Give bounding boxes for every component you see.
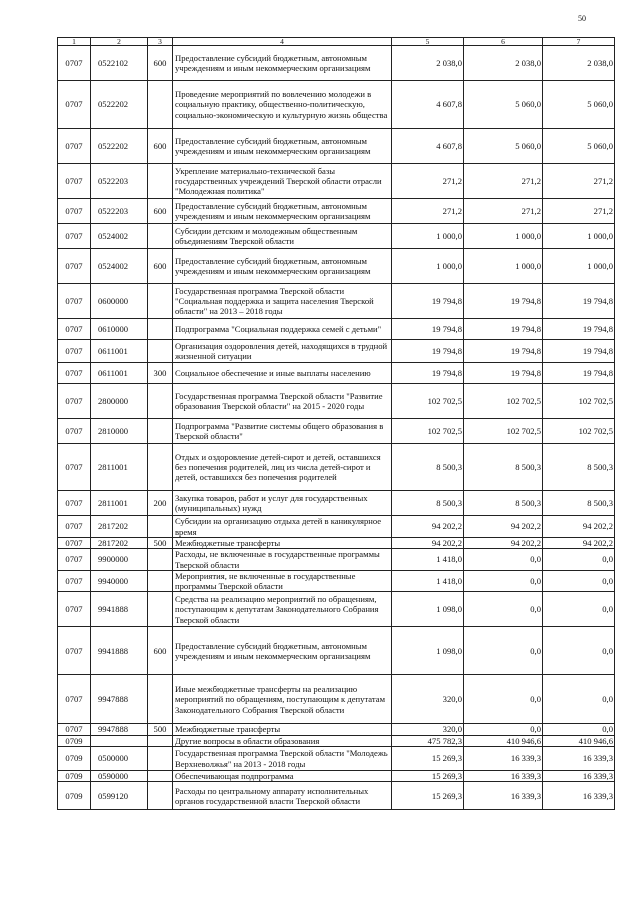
section-code-cell: 0707: [58, 224, 91, 249]
section-code-cell: 0707: [58, 81, 91, 129]
section-code-cell: 0709: [58, 771, 91, 782]
amount-2015-cell: 271,2: [392, 199, 464, 224]
section-code-cell: 0707: [58, 627, 91, 675]
table-row: [58, 284, 615, 319]
amount-2017-cell: 94 202,2: [543, 516, 615, 538]
section-code-cell: 0707: [58, 724, 91, 735]
section-code-cell: 0707: [58, 675, 91, 724]
section-code-cell: 0707: [58, 164, 91, 199]
description-cell: Субсидии детским и молодежным общественным объединениям Тверской области: [173, 224, 392, 249]
target-code-cell: 2811001: [91, 444, 148, 491]
target-code-cell: 0522202: [91, 129, 148, 164]
table-row: [58, 319, 615, 340]
amount-2017-cell: 0,0: [543, 724, 615, 735]
description-cell: Предоставление субсидий бюджетным, автономным учреждениям и иным некоммерческим организациям: [173, 46, 392, 81]
amount-2016-cell: 94 202,2: [464, 538, 543, 549]
table-row: [58, 46, 615, 81]
target-code-cell: 0524002: [91, 224, 148, 249]
amount-2016-cell: 94 202,2: [464, 516, 543, 538]
amount-2017-cell: 102 702,5: [543, 384, 615, 419]
amount-2017-cell: 8 500,3: [543, 444, 615, 491]
amount-2017-cell: 16 339,3: [543, 747, 615, 771]
header-cell: 6: [464, 38, 543, 46]
amount-2016-cell: 271,2: [464, 164, 543, 199]
target-code-cell: 2817202: [91, 516, 148, 538]
expense-type-cell: [148, 319, 173, 340]
amount-2016-cell: 2 038,0: [464, 46, 543, 81]
section-code-cell: 0707: [58, 284, 91, 319]
amount-2015-cell: 1 098,0: [392, 592, 464, 627]
amount-2015-cell: 1 000,0: [392, 224, 464, 249]
expense-type-cell: 600: [148, 199, 173, 224]
expense-type-cell: [148, 771, 173, 782]
table-row: [58, 129, 615, 164]
amount-2015-cell: 102 702,5: [392, 384, 464, 419]
table-row: [58, 782, 615, 810]
description-cell: Предоставление субсидий бюджетным, автономным учреждениям и иным некоммерческим организациям: [173, 199, 392, 224]
section-code-cell: 0709: [58, 782, 91, 810]
header-row: [58, 38, 615, 46]
description-cell: Отдых и оздоровление детей-сирот и детей, оставшихся без попечения родителей, лиц из числа детей-сирот и детей, оставшихся без попечения родителей: [173, 444, 392, 491]
table-row: [58, 491, 615, 516]
description-cell: Предоставление субсидий бюджетным, автономным учреждениям и иным некоммерческим организациям: [173, 129, 392, 164]
table-row: [58, 384, 615, 419]
header-cell: 2: [91, 38, 148, 46]
expense-type-cell: [148, 675, 173, 724]
amount-2016-cell: 102 702,5: [464, 419, 543, 444]
section-code-cell: 0707: [58, 199, 91, 224]
amount-2015-cell: 1 098,0: [392, 627, 464, 675]
amount-2015-cell: 19 794,8: [392, 363, 464, 384]
target-code-cell: 9941888: [91, 592, 148, 627]
expense-type-cell: 500: [148, 724, 173, 735]
section-code-cell: 0707: [58, 570, 91, 592]
amount-2015-cell: 94 202,2: [392, 538, 464, 549]
target-code-cell: 9947888: [91, 675, 148, 724]
table-row: [58, 363, 615, 384]
amount-2015-cell: 19 794,8: [392, 284, 464, 319]
description-cell: Подпрограмма "Социальная поддержка семей с детьми": [173, 319, 392, 340]
table-row: [58, 735, 615, 746]
amount-2016-cell: 0,0: [464, 724, 543, 735]
expense-type-cell: [148, 549, 173, 571]
amount-2017-cell: 0,0: [543, 627, 615, 675]
amount-2015-cell: 94 202,2: [392, 516, 464, 538]
section-code-cell: 0709: [58, 747, 91, 771]
description-cell: Подпрограмма "Развитие системы общего образования в Тверской области": [173, 419, 392, 444]
target-code-cell: 2817202: [91, 538, 148, 549]
amount-2017-cell: 8 500,3: [543, 491, 615, 516]
expense-type-cell: 600: [148, 46, 173, 81]
description-cell: Государственная программа Тверской области "Развитие образования Тверской области" на 2015 - 2020 годы: [173, 384, 392, 419]
section-code-cell: 0709: [58, 735, 91, 746]
amount-2016-cell: 19 794,8: [464, 340, 543, 363]
target-code-cell: 0600000: [91, 284, 148, 319]
table-row: [58, 340, 615, 363]
expense-type-cell: [148, 782, 173, 810]
description-cell: Межбюджетные трансферты: [173, 538, 392, 549]
section-code-cell: 0707: [58, 384, 91, 419]
expense-type-cell: [148, 592, 173, 627]
expense-type-cell: [148, 516, 173, 538]
amount-2016-cell: 16 339,3: [464, 747, 543, 771]
amount-2016-cell: 16 339,3: [464, 782, 543, 810]
amount-2017-cell: 0,0: [543, 592, 615, 627]
target-code-cell: 0522202: [91, 81, 148, 129]
expense-type-cell: [148, 340, 173, 363]
table-row: [58, 771, 615, 782]
header-cell: 7: [543, 38, 615, 46]
target-code-cell: 2811001: [91, 491, 148, 516]
amount-2016-cell: 5 060,0: [464, 81, 543, 129]
amount-2017-cell: 1 000,0: [543, 224, 615, 249]
amount-2015-cell: 15 269,3: [392, 747, 464, 771]
amount-2017-cell: 19 794,8: [543, 284, 615, 319]
section-code-cell: 0707: [58, 516, 91, 538]
expense-type-cell: 200: [148, 491, 173, 516]
amount-2017-cell: 5 060,0: [543, 81, 615, 129]
section-code-cell: 0707: [58, 249, 91, 284]
table-row: [58, 570, 615, 592]
amount-2016-cell: 19 794,8: [464, 363, 543, 384]
amount-2015-cell: 15 269,3: [392, 782, 464, 810]
target-code-cell: 2810000: [91, 419, 148, 444]
amount-2016-cell: 0,0: [464, 549, 543, 571]
section-code-cell: 0707: [58, 419, 91, 444]
table-row: [58, 516, 615, 538]
amount-2016-cell: 1 000,0: [464, 249, 543, 284]
table-row: [58, 249, 615, 284]
target-code-cell: 0590000: [91, 771, 148, 782]
amount-2015-cell: 320,0: [392, 724, 464, 735]
expense-type-cell: [148, 384, 173, 419]
section-code-cell: 0707: [58, 129, 91, 164]
section-code-cell: 0707: [58, 491, 91, 516]
section-code-cell: 0707: [58, 46, 91, 81]
section-code-cell: 0707: [58, 363, 91, 384]
section-code-cell: 0707: [58, 538, 91, 549]
section-code-cell: 0707: [58, 549, 91, 571]
header-cell: 4: [173, 38, 392, 46]
description-cell: Проведение мероприятий по вовлечению молодежи в социальную практику, общественно-политическую, социально-экономическую и культурную жизнь общества: [173, 81, 392, 129]
target-code-cell: 0522203: [91, 164, 148, 199]
target-code-cell: 9940000: [91, 570, 148, 592]
amount-2016-cell: 0,0: [464, 627, 543, 675]
amount-2015-cell: 271,2: [392, 164, 464, 199]
expense-type-cell: [148, 164, 173, 199]
target-code-cell: 0611001: [91, 363, 148, 384]
amount-2017-cell: 271,2: [543, 199, 615, 224]
amount-2016-cell: 0,0: [464, 570, 543, 592]
table-row: [58, 81, 615, 129]
target-code-cell: 0522203: [91, 199, 148, 224]
target-code-cell: 0599120: [91, 782, 148, 810]
amount-2017-cell: 410 946,6: [543, 735, 615, 746]
amount-2015-cell: 102 702,5: [392, 419, 464, 444]
amount-2017-cell: 94 202,2: [543, 538, 615, 549]
amount-2016-cell: 0,0: [464, 592, 543, 627]
table-row: [58, 444, 615, 491]
amount-2016-cell: 19 794,8: [464, 319, 543, 340]
amount-2015-cell: 1 000,0: [392, 249, 464, 284]
table-row: [58, 747, 615, 771]
table-row: [58, 419, 615, 444]
amount-2015-cell: 15 269,3: [392, 771, 464, 782]
expense-type-cell: [148, 81, 173, 129]
amount-2015-cell: 1 418,0: [392, 570, 464, 592]
table-row: [58, 224, 615, 249]
table-row: [58, 549, 615, 571]
amount-2016-cell: 410 946,6: [464, 735, 543, 746]
target-code-cell: 9900000: [91, 549, 148, 571]
amount-2015-cell: 4 607,8: [392, 81, 464, 129]
expense-type-cell: [148, 444, 173, 491]
expense-type-cell: [148, 735, 173, 746]
expense-type-cell: 600: [148, 249, 173, 284]
target-code-cell: 9947888: [91, 724, 148, 735]
header-cell: 5: [392, 38, 464, 46]
amount-2017-cell: 102 702,5: [543, 419, 615, 444]
header-cell: 1: [58, 38, 91, 46]
expense-type-cell: 300: [148, 363, 173, 384]
description-cell: Расходы, не включенные в государственные программы Тверской области: [173, 549, 392, 571]
amount-2017-cell: 0,0: [543, 570, 615, 592]
budget-table: [57, 37, 615, 810]
description-cell: Другие вопросы в области образования: [173, 735, 392, 746]
amount-2016-cell: 8 500,3: [464, 491, 543, 516]
target-code-cell: 0522102: [91, 46, 148, 81]
amount-2016-cell: 102 702,5: [464, 384, 543, 419]
description-cell: Организация оздоровления детей, находящихся в трудной жизненной ситуации: [173, 340, 392, 363]
expense-type-cell: [148, 747, 173, 771]
description-cell: Расходы по центральному аппарату исполнительных органов государственной власти Тверской области: [173, 782, 392, 810]
amount-2016-cell: 5 060,0: [464, 129, 543, 164]
amount-2016-cell: 1 000,0: [464, 224, 543, 249]
amount-2015-cell: 8 500,3: [392, 444, 464, 491]
amount-2016-cell: 271,2: [464, 199, 543, 224]
amount-2017-cell: 0,0: [543, 675, 615, 724]
amount-2016-cell: 0,0: [464, 675, 543, 724]
target-code-cell: 0610000: [91, 319, 148, 340]
description-cell: Мероприятия, не включенные в государственные программы Тверской области: [173, 570, 392, 592]
amount-2017-cell: 0,0: [543, 549, 615, 571]
amount-2017-cell: 19 794,8: [543, 363, 615, 384]
amount-2017-cell: 1 000,0: [543, 249, 615, 284]
description-cell: Социальное обеспечение и иные выплаты населению: [173, 363, 392, 384]
amount-2015-cell: 1 418,0: [392, 549, 464, 571]
amount-2017-cell: 16 339,3: [543, 782, 615, 810]
amount-2015-cell: 2 038,0: [392, 46, 464, 81]
amount-2017-cell: 271,2: [543, 164, 615, 199]
expense-type-cell: 500: [148, 538, 173, 549]
description-cell: Иные межбюджетные трансферты на реализацию мероприятий по обращениям, поступающим к депутатам Законодательного Собрания Тверской области: [173, 675, 392, 724]
description-cell: Обеспечивающая подпрограмма: [173, 771, 392, 782]
table-row: [58, 199, 615, 224]
description-cell: Закупка товаров, работ и услуг для государственных (муниципальных) нужд: [173, 491, 392, 516]
description-cell: Субсидии на организацию отдыха детей в каникулярное время: [173, 516, 392, 538]
target-code-cell: 0500000: [91, 747, 148, 771]
target-code-cell: 0611001: [91, 340, 148, 363]
page-number: 50: [578, 14, 586, 23]
expense-type-cell: 600: [148, 129, 173, 164]
amount-2017-cell: 19 794,8: [543, 319, 615, 340]
amount-2015-cell: 4 607,8: [392, 129, 464, 164]
amount-2017-cell: 2 038,0: [543, 46, 615, 81]
description-cell: Предоставление субсидий бюджетным, автономным учреждениям и иным некоммерческим организациям: [173, 249, 392, 284]
section-code-cell: 0707: [58, 592, 91, 627]
amount-2015-cell: 8 500,3: [392, 491, 464, 516]
table-row: [58, 538, 615, 549]
amount-2015-cell: 19 794,8: [392, 340, 464, 363]
amount-2015-cell: 320,0: [392, 675, 464, 724]
amount-2016-cell: 19 794,8: [464, 284, 543, 319]
table-body: [58, 38, 615, 810]
table-row: [58, 627, 615, 675]
table-row: [58, 164, 615, 199]
target-code-cell: 2800000: [91, 384, 148, 419]
expense-type-cell: [148, 224, 173, 249]
section-code-cell: 0707: [58, 340, 91, 363]
description-cell: Межбюджетные трансферты: [173, 724, 392, 735]
header-cell: 3: [148, 38, 173, 46]
amount-2015-cell: 19 794,8: [392, 319, 464, 340]
amount-2017-cell: 5 060,0: [543, 129, 615, 164]
section-code-cell: 0707: [58, 319, 91, 340]
target-code-cell: 0524002: [91, 249, 148, 284]
target-code-cell: 9941888: [91, 627, 148, 675]
expense-type-cell: [148, 284, 173, 319]
expense-type-cell: [148, 419, 173, 444]
table-row: [58, 675, 615, 724]
amount-2017-cell: 19 794,8: [543, 340, 615, 363]
description-cell: Средства на реализацию мероприятий по обращениям, поступающим к депутатам Законодательного Собрания Тверской области: [173, 592, 392, 627]
expense-type-cell: 600: [148, 627, 173, 675]
description-cell: Государственная программа Тверской области "Социальная поддержка и защита населения Тверской области" на 2013 – 2018 годы: [173, 284, 392, 319]
expense-type-cell: [148, 570, 173, 592]
target-code-cell: [91, 735, 148, 746]
table-row: [58, 724, 615, 735]
amount-2015-cell: 475 782,3: [392, 735, 464, 746]
amount-2017-cell: 16 339,3: [543, 771, 615, 782]
description-cell: Государственная программа Тверской области "Молодежь Верхневолжья" на 2013 - 2018 годы: [173, 747, 392, 771]
description-cell: Предоставление субсидий бюджетным, автономным учреждениям и иным некоммерческим организациям: [173, 627, 392, 675]
description-cell: Укрепление материально-технической базы государственных учреждений Тверской области отрасли "Молодежная политика": [173, 164, 392, 199]
section-code-cell: 0707: [58, 444, 91, 491]
amount-2016-cell: 16 339,3: [464, 771, 543, 782]
amount-2016-cell: 8 500,3: [464, 444, 543, 491]
table-row: [58, 592, 615, 627]
